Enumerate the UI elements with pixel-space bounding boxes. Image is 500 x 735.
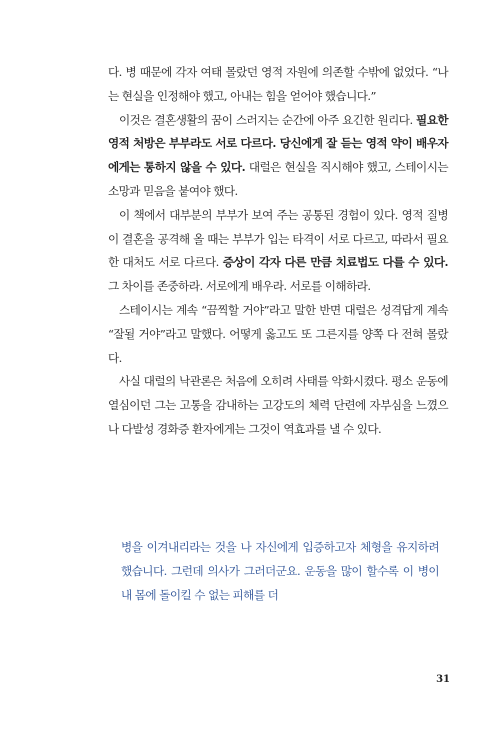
- paragraph-2-text-before: 이것은 결혼생활의 꿈이 스러지는 순간에 아주 요긴한 원리다.: [119, 112, 417, 127]
- paragraph-2-bold-principle: 필요한 영적 처방은 부부라도 서로 다르다. 당신에게 잘 듣는 영적 약이 배우자에게는 통하지 않을 수 있다.: [108, 112, 448, 175]
- paragraph-3: [108, 204, 448, 299]
- paragraph-2-text-after: 대럴은 현실을 직시해야 했고, 스테이시는 소망과 믿음을 붙여야 했다.: [108, 160, 449, 198]
- paragraph-1-text: 다. 병 때문에 각자 여태 몰랐던 영적 자원에 의존할 수밖에 없었다. “나는 현실을 인정해야 했고, 아내는 힘을 얻어야 했습니다.”: [108, 65, 448, 103]
- paragraph-4-text: 스테이시는 계속 “끔찍할 거야”라고 말한 반면 대럴은 성격답게 계속 “잘될 거야”라고 말했다. 어떻게 옳고도 또 그른지를 양쪽 다 전혀 몰랐다.: [108, 302, 448, 365]
- paragraph-4: [108, 299, 448, 370]
- page-number: 31: [436, 674, 450, 685]
- body-text: [108, 61, 448, 442]
- paragraph-1: [108, 61, 448, 109]
- paragraph-2: [108, 109, 448, 204]
- paragraph-5-text: 사실 대럴의 낙관론은 처음에 오히려 사태를 악화시켰다. 평소 운동에 열심이던 그는 고통을 감내하는 고강도의 체력 단련에 자부심을 느꼈으나 다발성 경화증 환자에게는 그것이 역효과를 낼 수 있다.: [108, 374, 448, 436]
- paragraph-5: [108, 370, 448, 441]
- paragraph-3-bold-principle: 증상이 각자 다른 만큼 치료법도 다를 수 있다.: [222, 255, 448, 270]
- paragraph-3-text-after: 그 차이를 존중하라. 서로에게 배우라. 서로를 이해하라.: [108, 279, 371, 294]
- quote-block: 병을 이겨내리라는 것을 나 자신에게 입증하고자 체형을 유지하려 했습니다. 그런데 의사가 그러더군요. 운동을 많이 할수록 이 병이 내 몸에 돌이킬 수 없는 피해를 더: [121, 540, 439, 602]
- paragraph-3-text-before: 이 책에서 대부분의 부부가 보여 주는 공통된 경험이 있다. 영적 질병이 결혼을 공격해 올 때는 부부가 입는 타격이 서로 다르고, 따라서 필요한 대처도 서로 다르다.: [108, 207, 448, 270]
